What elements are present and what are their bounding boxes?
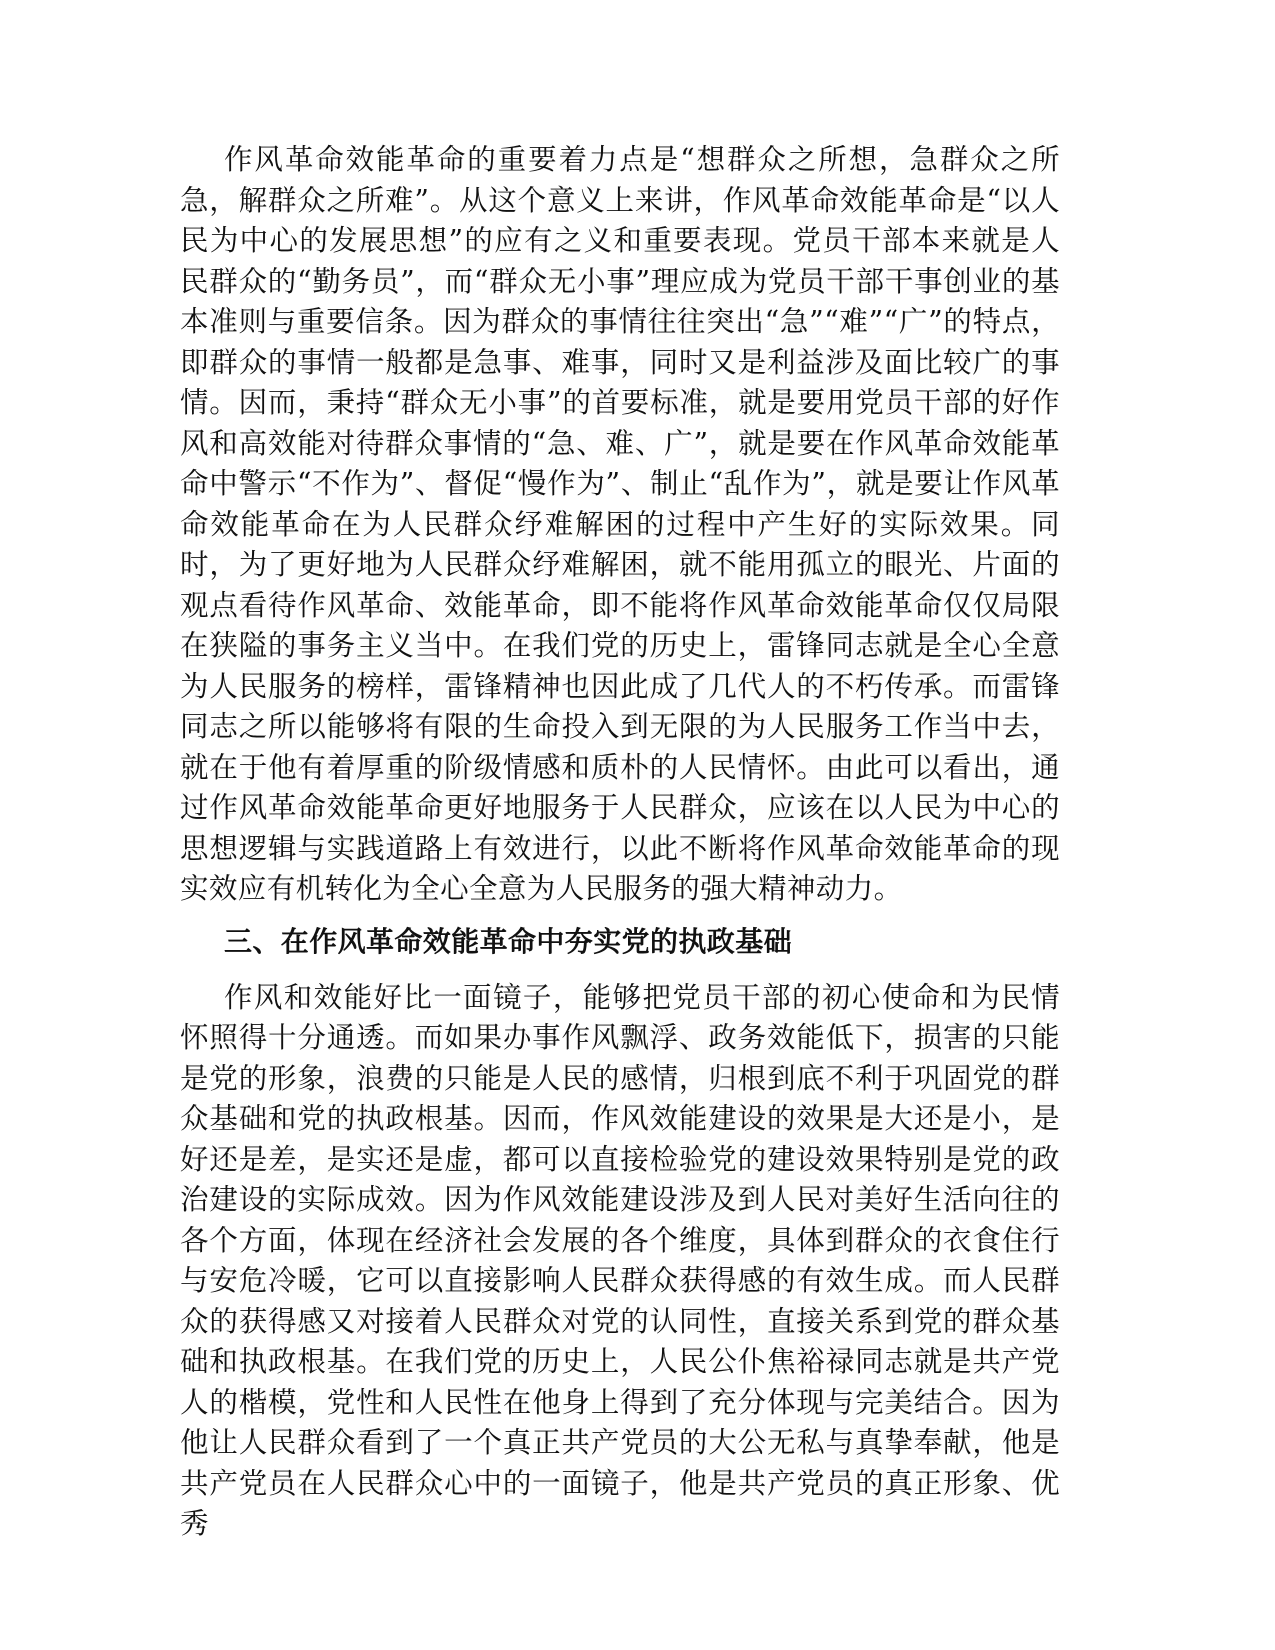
section-heading: 三、在作风革命效能革命中夯实党的执政基础	[224, 924, 793, 958]
document-page	[180, 140, 1060, 1545]
body-paragraph: 作风和效能好比一面镜子，能够把党员干部的初心使命和为民情怀照得十分通透。而如果办事作风飘浮、政务效能低下，损害的只能是党的形象，浪费的只能是人民的感情，归根到底不利于巩固党的群众基础和党的执政根基。因而，作风效能建设的效果是大还是小，是好还是差，是实还是虚，都可以直接检验党的建设效果特别是党的政治建设的实际成效。因为作风效能建设涉及到人民对美好生活向往的各个方面，体现在经济社会发展的各个维度，具体到群众的衣食住行与安危冷暖，它可以直接影响人民群众获得感的有效生成。而人民群众的获得感又对接着人民群众对党的认同性，直接关系到党的群众基础和执政根基。在我们党的历史上，人民公仆焦裕禄同志就是共产党人的楷模，党性和人民性在他身上得到了充分体现与完美结合。因为他让人民群众看到了一个真正共产党员的大公无私与真挚奉献，他是共产党员在人民群众心中的一面镜子，他是共产党员的真正形象、优秀	[180, 980, 1060, 1540]
body-paragraph: 作风革命效能革命的重要着力点是“想群众之所想，急群众之所急，解群众之所难”。从这个意义上来讲，作风革命效能革命是“以人民为中心的发展思想”的应有之义和重要表现。党员干部本来就是人民群众的“勤务员”，而“群众无小事”理应成为党员干部干事创业的基本准则与重要信条。因为群众的事情往往突出“急”“难”“广”的特点，即群众的事情一般都是急事、难事，同时又是利益涉及面比较广的事情。因而，秉持“群众无小事”的首要标准，就是要用党员干部的好作风和高效能对待群众事情的“急、难、广”，就是要在作风革命效能革命中警示“不作为”、督促“慢作为”、制止“乱作为”，就是要让作风革命效能革命在为人民群众纾难解困的过程中产生好的实际效果。同时，为了更好地为人民群众纾难解困，就不能用孤立的眼光、片面的观点看待作风革命、效能革命，即不能将作风革命效能革命仅仅局限在狭隘的事务主义当中。在我们党的历史上，雷锋同志就是全心全意为人民服务的榜样，雷锋精神也因此成了几代人的不朽传承。而雷锋同志之所以能够将有限的生命投入到无限的为人民服务工作当中去，就在于他有着厚重的阶级情感和质朴的人民情怀。由此可以看出，通过作风革命效能革命更好地服务于人民群众，应该在以人民为中心的思想逻辑与实践道路上有效进行，以此不断将作风革命效能革命的现实效应有机转化为全心全意为人民服务的强大精神动力。	[180, 143, 1060, 905]
